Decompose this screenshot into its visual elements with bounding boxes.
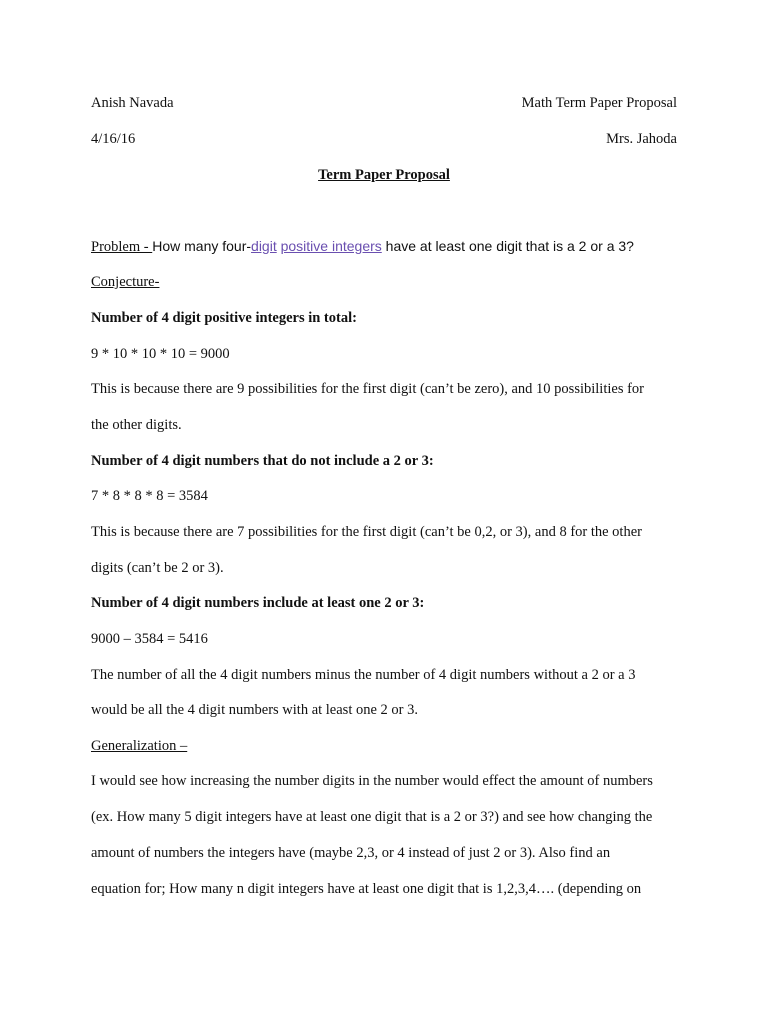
- positive-integers-link[interactable]: positive integers: [280, 238, 382, 254]
- problem-text-before: How many four-: [152, 238, 252, 254]
- problem-text-after: have at least one digit that is a 2 or a 3?: [381, 238, 634, 254]
- section3-heading: Number of 4 digit numbers include at least one 2 or 3:: [91, 595, 425, 611]
- problem-statement: [91, 237, 677, 256]
- date: 4/16/16: [91, 131, 136, 147]
- section3-heading-row: [91, 594, 677, 612]
- section1-explain-line1: This is because there are 9 possibilities for the first digit (can’t be zero), and 10 possibilities for: [91, 381, 645, 397]
- generalization-line3: amount of numbers the integers have (maybe 2,3, or 4 instead of just 2 or 3). Also find an: [91, 845, 611, 861]
- section2-explain-line1: This is because there are 7 possibilities for the first digit (can’t be 0,2, or 3), and 8 for the other: [91, 524, 642, 540]
- document-title-row: [0, 166, 768, 184]
- section3-explain-line2: would be all the 4 digit numbers with at least one 2 or 3.: [91, 702, 418, 718]
- section2-explain-line2: digits (can’t be 2 or 3).: [91, 560, 224, 576]
- generalization-label: Generalization –: [91, 738, 188, 754]
- digit-link[interactable]: digit: [251, 238, 277, 254]
- section1-explain-line2: the other digits.: [91, 417, 182, 433]
- generalization-row: [91, 737, 677, 755]
- section1-heading-row: [91, 309, 677, 327]
- conjecture-row: [91, 273, 677, 291]
- course-title: Math Term Paper Proposal: [521, 95, 677, 111]
- generalization-line1: I would see how increasing the number digits in the number would effect the amount of numbers: [91, 773, 653, 789]
- section2-equation: 7 * 8 * 8 * 8 = 3584: [91, 488, 208, 504]
- conjecture-label: Conjecture-: [91, 274, 160, 290]
- document-title: Term Paper Proposal: [318, 167, 450, 183]
- author-name: Anish Navada: [91, 95, 174, 111]
- header-row-2: [91, 130, 677, 148]
- section1-equation: 9 * 10 * 10 * 10 = 9000: [91, 346, 230, 362]
- teacher-name: Mrs. Jahoda: [606, 131, 677, 147]
- section2-heading-row: [91, 452, 677, 470]
- problem-label: Problem -: [91, 239, 153, 255]
- header-row-1: [91, 94, 677, 112]
- section3-equation: 9000 – 3584 = 5416: [91, 631, 208, 647]
- section2-heading: Number of 4 digit numbers that do not include a 2 or 3:: [91, 453, 434, 469]
- generalization-line2: (ex. How many 5 digit integers have at least one digit that is a 2 or 3?) and see how changing the: [91, 809, 653, 825]
- section1-heading: Number of 4 digit positive integers in total:: [91, 310, 357, 326]
- section3-explain-line1: The number of all the 4 digit numbers minus the number of 4 digit numbers without a 2 or a 3: [91, 667, 636, 683]
- generalization-line4: equation for; How many n digit integers have at least one digit that is 1,2,3,4…. (depending on: [91, 881, 642, 897]
